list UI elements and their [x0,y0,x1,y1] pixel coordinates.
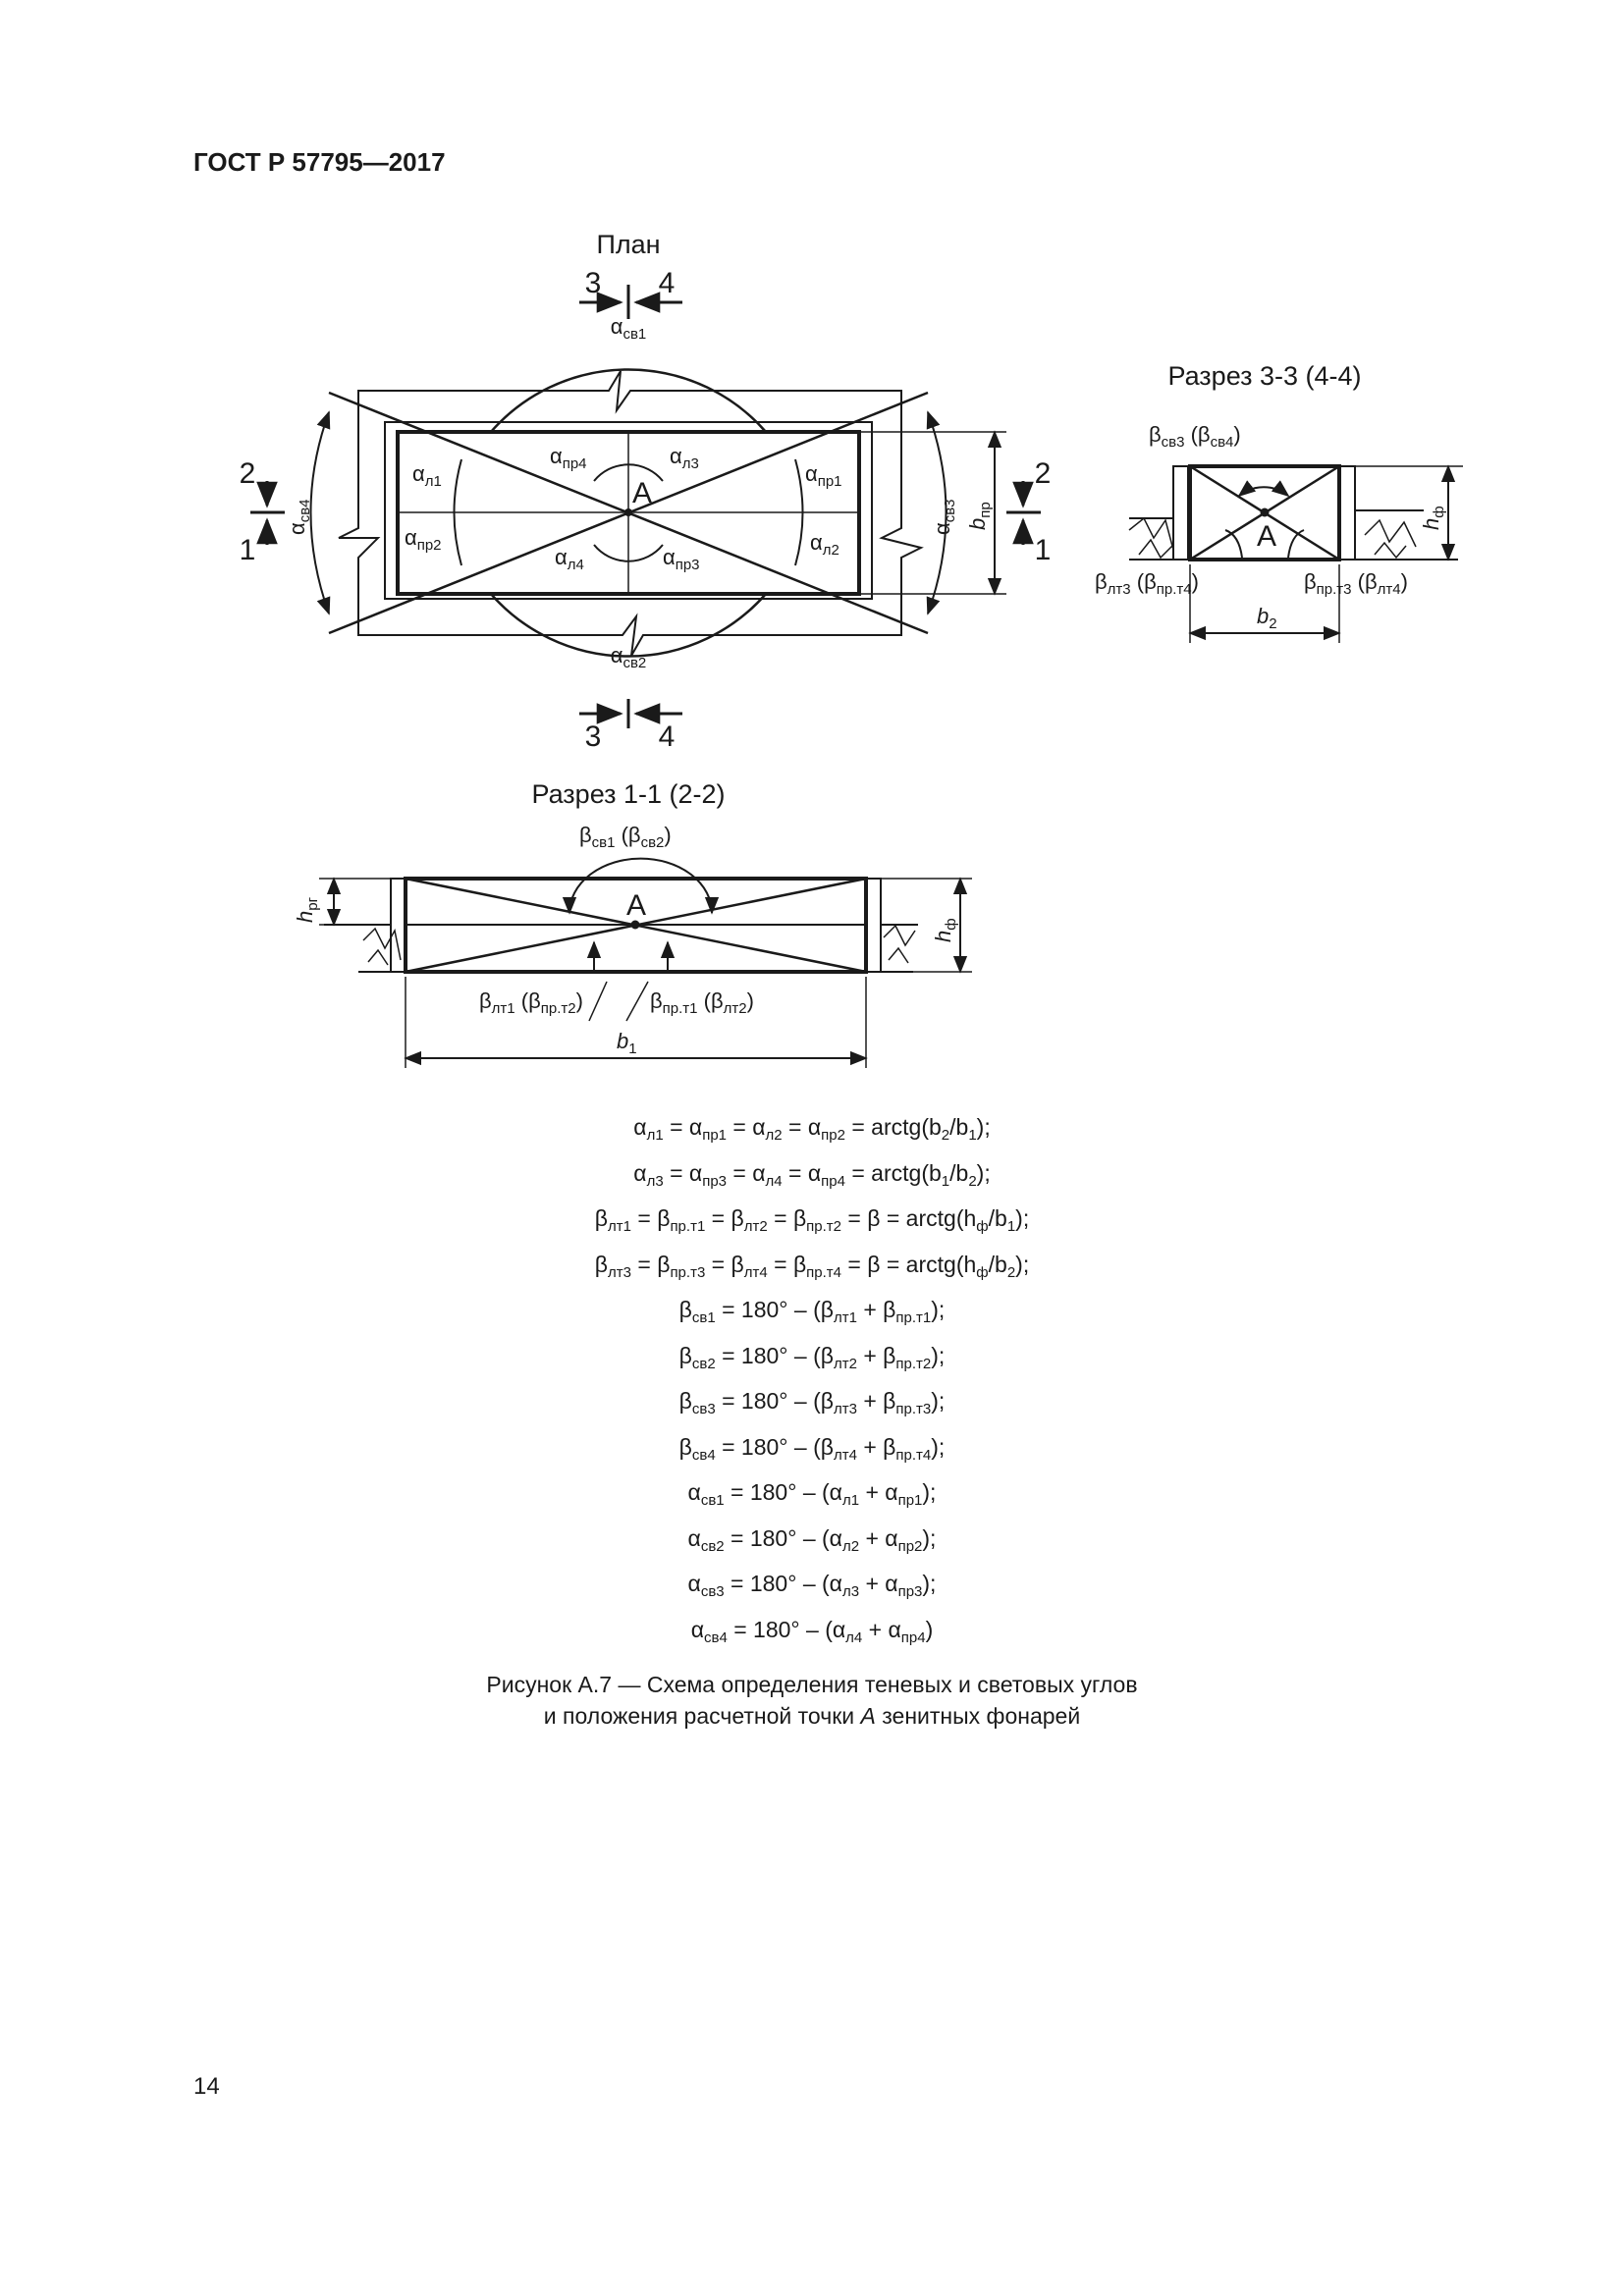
section-1-1-labels [293,823,959,1057]
label-alpha-l1: $\alpha_{л1}$ [412,461,442,490]
label-beta-lt3-pr-t4: $\beta_{лт3}$ $(\beta_{пр.т4})$ [1095,569,1199,598]
cut-label-4-top: 4 [658,267,676,299]
formula-line: $\alpha_{л1} = \alpha_{пр1} = \alpha_{л2} = \alpha_{пр2}$ = $arctg(b_2/b_1)$; [633,1114,991,1144]
cut-label-1-right: 1 [1034,534,1052,566]
section-3-3 [1129,361,1463,643]
point-a-plan: A [631,477,653,509]
label-alpha-l3: $\alpha_{л3}$ [670,444,699,472]
formula-line: $\beta_{св3} = 180^\circ - (\beta_{лт3} + \beta_{пр.т3})$; [678,1388,946,1417]
label-alpha-l4: $\alpha_{л4}$ [555,545,584,573]
caption-line-2: и положения расчетной точки A зенитных фонарей [543,1703,1081,1729]
label-alpha-l2: $\alpha_{л2}$ [810,530,839,559]
formula-line: $\beta_{св4} = 180^\circ - (\beta_{лт4} + \beta_{пр.т4})$; [678,1433,946,1464]
label-h-f-section-1-1: $h_ф$ [931,918,959,942]
point-a-section-1-1: A [625,889,647,922]
label-beta-sv1-sv2: $\beta_{св1}$ $(\beta_{св2})$ [579,823,672,851]
label-alpha-pr3: $\alpha_{пр3}$ [663,545,700,573]
label-alpha-pr4: $\alpha_{пр4}$ [550,444,587,472]
cut-label-2-right: 2 [1034,457,1052,490]
section-3-3-title: Разрез 3-3 (4-4) [1167,361,1362,391]
plan-title: План [596,230,661,259]
formula-line: $\beta_{св1} = 180^\circ - (\beta_{лт1} + \beta_{пр.т1})$; [678,1297,946,1326]
page-number: 14 [193,2073,220,2100]
label-h-f-section-3-3: $h_ф$ [1419,506,1447,530]
label-alpha-pr2: $\alpha_{пр2}$ [405,525,442,554]
section-1-1 [319,779,972,1068]
label-b1: $b_1$ [617,1029,637,1057]
document-header: ГОСТ Р 57795—2017 [193,147,446,177]
label-alpha-sv4: $\alpha_{св4}$ [285,499,313,535]
label-alpha-pr1: $\alpha_{пр1}$ [805,461,842,490]
cut-label-3-top: 3 [584,267,602,299]
cut-label-2-left: 2 [239,457,256,490]
cut-label-1-left: 1 [239,534,256,566]
label-b-pr: $b_{пр}$ [965,502,994,530]
formula-line: $\beta_{св2} = 180^\circ - (\beta_{лт2} + \beta_{пр.т2})$; [678,1342,946,1372]
label-alpha-sv2: $\alpha_{св2}$ [610,643,647,671]
cut-label-4-bottom: 4 [658,721,676,753]
caption-line-1: Рисунок А.7 — Схема определения теневых и световых углов [486,1672,1138,1697]
label-beta-pr-t1-lt2: $\beta_{пр.т1}$ $(\beta_{лт2})$ [650,988,754,1017]
label-alpha-sv3: $\alpha_{св3}$ [930,499,958,535]
point-a-section-3-3: A [1256,520,1277,553]
plan-arc-left [311,412,330,614]
formula-line: $\alpha_{св2} = 180^\circ - (\alpha_{л2} + \alpha_{пр2})$; [687,1524,937,1555]
label-alpha-sv1: $\alpha_{св1}$ [610,314,647,343]
formula-line: $\beta_{лт3} = \beta_{пр.т3} = \beta_{лт4} = \beta_{пр.т4} = \beta$ = $arctg(h_ф/b_2)$; [594,1251,1030,1281]
cut-label-3-bottom: 3 [584,721,602,753]
label-beta-sv3-sv4: $\beta_{св3}$ $(\beta_{св4})$ [1149,422,1241,451]
section-1-1-title: Разрез 1-1 (2-2) [531,779,726,809]
figure-caption [0,1669,1624,1732]
formula-line: $\alpha_{св1} = 180^\circ - (\alpha_{л1} + \alpha_{пр1})$; [687,1479,937,1509]
formula-line: $\alpha_{св3} = 180^\circ - (\alpha_{л3} + \alpha_{пр3})$; [687,1571,937,1600]
formula-block [0,1104,1624,1652]
plan-arc-bottom [491,594,766,657]
label-b2: $b_2$ [1257,604,1277,632]
formula-line: $\alpha_{л3} = \alpha_{пр3} = \alpha_{л4} = \alpha_{пр4}$ = $arctg(b_1/b_2)$; [633,1159,991,1190]
formula-line: $\alpha_{св4} = 180^\circ - (\alpha_{л4} + \alpha_{пр4})$ [690,1616,934,1646]
label-beta-lt1-pr-t2: $\beta_{лт1}$ $(\beta_{пр.т2})$ [479,988,583,1017]
label-beta-pr-t3-lt4: $\beta_{пр.т3}$ $(\beta_{лт4})$ [1304,569,1408,598]
formula-line: $\beta_{лт1} = \beta_{пр.т1} = \beta_{лт2} = \beta_{пр.т2} = \beta$ = $arctg(h_ф/b_1)$; [594,1205,1030,1235]
figure-a7-diagram [0,0,1624,1090]
label-h-rg: $h_{рг}$ [293,896,321,923]
